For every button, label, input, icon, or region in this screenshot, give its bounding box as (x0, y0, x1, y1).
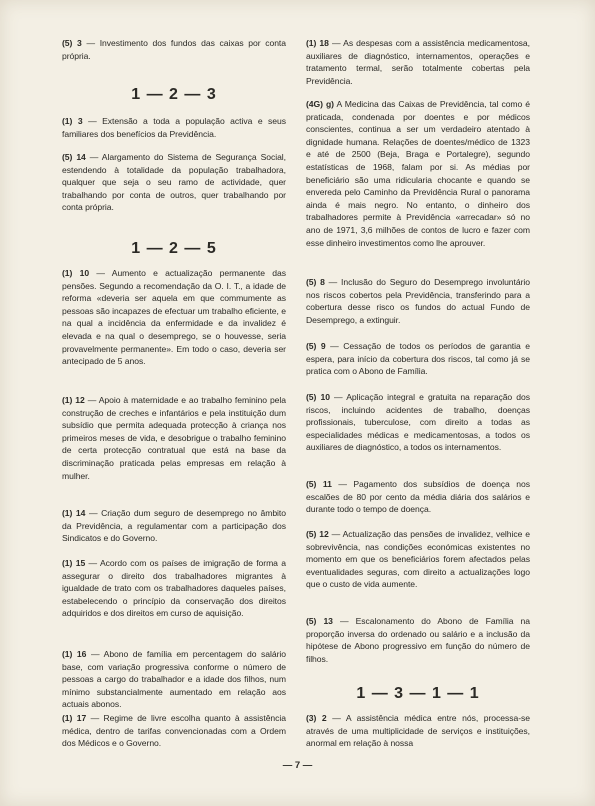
paragraph-1-18: (1) 18 — As despesas com a assistência medicamentosa, auxiliares de diagnóstico, internamentos, operações e tratamento termal, serão totalmente cobertas pela Previdência. (306, 38, 530, 86)
paragraph-reference: (1) 3 (62, 116, 83, 126)
paragraph-reference: (5) 8 (306, 277, 325, 287)
paragraph-5-13: (5) 13 — Escalonamento do Abono de Família na proporção inversa do ordenado ou salário e a inclusão da hipótese de Abono progressivo em função do número de filhos. (306, 616, 530, 664)
paragraph-5-8: (5) 8 — Inclusão do Seguro do Desemprego involuntário nos riscos cobertos pela Previdência, transferindo para a cobertura desse risco os fundos do actual Fundo de Desemprego, a extinguir. (306, 277, 530, 325)
page-number: — 7 — (282, 760, 313, 771)
paragraph-reference: (5) 13 (306, 616, 333, 626)
paragraph-1-12: (1) 12 — Apoio à maternidade e ao trabalho feminino pela construção de creches e infantários e pela instituição dum subsídio que permita adequada protecção à criança nos primeiros meses de vida, e desobrigue o trabalho feminino de certa protecção contratual que está na base da discriminação praticada pelas empresas em relação à mulher. (62, 395, 287, 481)
paragraph-reference: (4G) g) (306, 99, 334, 109)
paragraph-5-11: (5) 11 — Pagamento dos subsídios de doença nos escalões de 80 por cento da média diária dos salários e durante todo o tempo de doença. (306, 479, 530, 515)
section-heading-1-3-1-1: 1 — 3 — 1 — 1 (356, 685, 480, 702)
section-heading-1-2-5: 1 — 2 — 5 (131, 240, 217, 257)
paragraph-1-14: (1) 14 — Criação dum seguro de desemprego no âmbito da Previdência, a regulamentar com a participação dos Sindicatos e do Governo. (62, 508, 286, 544)
paragraph-reference: (1) 10 (62, 268, 90, 278)
paragraph-reference: (5) 3 (62, 38, 82, 48)
paragraph-reference: (1) 17 (62, 713, 87, 723)
paragraph-1-17: (1) 17 — Regime de livre escolha quanto à assistência médica, dentro de tarifas convencionadas com a Ordem dos Médicos e o Governo. (62, 713, 286, 749)
paragraph-reference: (3) 2 (306, 713, 327, 723)
paragraph-reference: (5) 12 (306, 529, 329, 539)
paragraph-1-15: (1) 15 — Acordo com os países de imigração de forma a assegurar o direito dos trabalhadores migrantes à igualdade de trato com os trabalhadores daqueles países, estabelecendo o princípio da conservação dos direitos adquiridos e dos direitos em curso de aquisição. (62, 558, 286, 619)
paragraph-reference: (5) 10 (306, 392, 330, 402)
paragraph-1-16: (1) 16 — Abono de família em percentagem do salário base, com variação progressiva conforme o número de pessoas a cargo do trabalhador e a idade dos filhos, num mínimo substancialmente aumentado em relação aos actuais abonos. (62, 649, 287, 710)
paragraph-reference: (1) 12 (62, 395, 85, 405)
paragraph-reference: (1) 14 (62, 508, 86, 518)
paragraph-3-2: (3) 2 — A assistência médica entre nós, processa-se através de uma multiplicidade de serviços e instituições, anormal em relação à nossa (306, 713, 530, 749)
paragraph-5-9: (5) 9 — Cessação de todos os períodos de garantia e espera, para início da cobertura dos riscos, tal como já se pratica com o Abono de Família. (306, 341, 531, 377)
section-heading-1-2-3: 1 — 2 — 3 (131, 86, 217, 103)
paragraph-1-10: (1) 10 — Aumento e actualização permanente das pensões. Segundo a recomendação da O. I. T., a idade de reforma «deveria ser aquela em que commumente as pessoas são incapazes de efectuar um trabalho eficiente, e na qual a incidência da enfermidade e da invalidez é elevada e na qual o desemprego, se o houvesse, seria provavelmente permanente». Em todo o caso, deveria ser antecipado de 5 anos. (62, 268, 286, 367)
paragraph-reference: (5) 11 (306, 479, 332, 489)
paragraph-5-10: (5) 10 — Aplicação integral e gratuita na reparação dos riscos, incluindo acidentes de trabalho, doenças profissionais, tuberculose, com direito a todas as especialidades médicas e medicamentosas, a todos os auxiliares de diagnóstico, a todos os internamentos. (306, 392, 530, 453)
paragraph-reference: (1) 15 (62, 558, 86, 568)
paragraph-reference: (1) 18 (306, 38, 329, 48)
paragraph-reference: (1) 16 (62, 649, 87, 659)
paragraph-5-3: (5) 3 — Investimento dos fundos das caixas por conta própria. (62, 38, 286, 61)
paragraph-5-14: (5) 14 — Alargamento do Sistema de Segurança Social, estendendo à totalidade da população trabalhadora, qualquer que seja o seu ramo de actividade, quer trabalhando por conta de outros, quer trabalhando por conta própria. (62, 152, 287, 213)
paragraph-1-3: (1) 3 — Extensão a toda a população activa e seus familiares dos benefícios da Previdência. (62, 116, 286, 139)
paragraph-reference: (5) 14 (62, 152, 86, 162)
paragraph-5-12: (5) 12 — Actualização das pensões de invalidez, velhice e sobrevivência, nas condições económicas existentes no momento em que os beneficiários forem afectados pelas eventualidades seguras, com direito a actualizações logo que o custo de vida aumente. (306, 529, 530, 590)
paragraph-reference: (5) 9 (306, 341, 326, 351)
paragraph-4g: (4G) g) A Medicina das Caixas de Previdência, tal como é praticada, condenada por doentes e por médicos conscientes, continua a ser um verdadeiro atentado à dignidade humana. Relações de doentes/médico de 1323 e até de 2500 (Beja, Braga e Portalegre), segundo estatísticas de 1968, falam por si. As médias por beneficiário são uma ridicularia chocante e quando se envereda pelo Caminho da Previdência Rural o panorama ainda é mais negro. No entanto, o dinheiro dos trabalhadores permite à Previdência «arrecadar» só no ano de 1971, 3,6 milhões de contos de lucro e fazer com esse dinheiro investimentos como lhe aprouver. (306, 99, 530, 248)
